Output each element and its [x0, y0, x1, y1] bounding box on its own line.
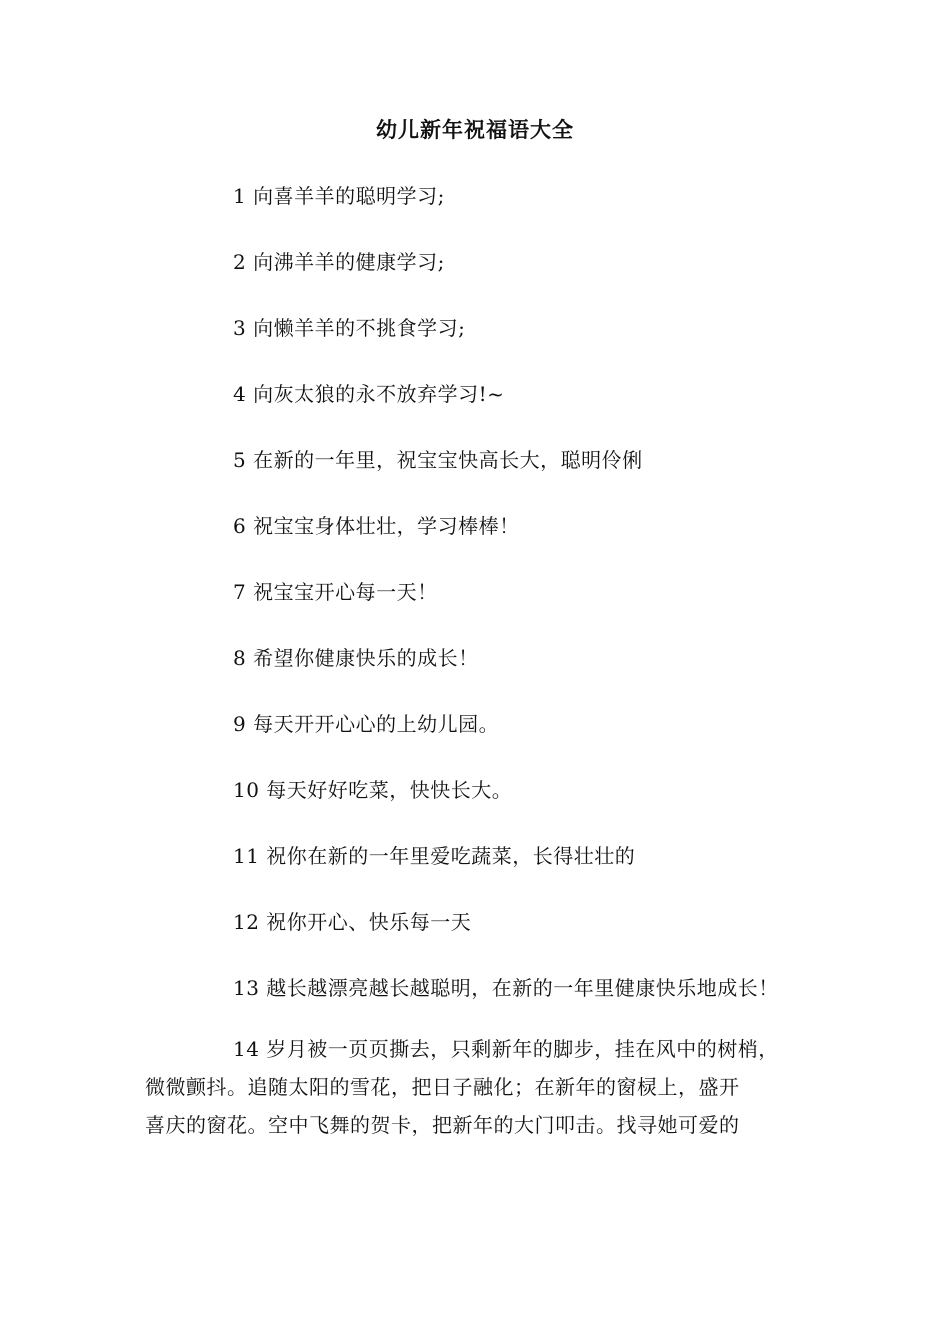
paragraph-line: 喜庆的窗花。空中飞舞的贺卡，把新年的大门叩击。找寻她可爱的 — [145, 1113, 740, 1137]
list-item: 5 在新的一年里，祝宝宝快高长大，聪明伶俐 — [233, 448, 643, 472]
document-title: 幼儿新年祝福语大全 — [376, 117, 574, 142]
list-item: 11 祝你在新的一年里爱吃蔬菜，长得壮壮的 — [233, 844, 636, 868]
list-item: 13 越长越漂亮越长越聪明，在新的一年里健康快乐地成长！ — [233, 976, 779, 1000]
list-item: 12 祝你开心、快乐每一天 — [233, 910, 472, 934]
list-item: 9 每天开开心心的上幼儿园。 — [233, 712, 500, 736]
list-item: 6 祝宝宝身体壮壮，学习棒棒！ — [233, 514, 520, 538]
paragraph-line: 14 岁月被一页页撕去，只剩新年的脚步，挂在风中的树梢， — [233, 1037, 779, 1061]
list-item: 2 向沸羊羊的健康学习; — [233, 250, 445, 274]
list-item: 3 向懒羊羊的不挑食学习; — [233, 316, 466, 340]
list-item: 7 祝宝宝开心每一天！ — [233, 580, 438, 604]
list-item: 10 每天好好吃菜，快快长大。 — [233, 778, 513, 802]
list-item: 8 希望你健康快乐的成长！ — [233, 646, 479, 670]
list-item: 1 向喜羊羊的聪明学习; — [233, 184, 445, 208]
paragraph-14 — [145, 1030, 825, 1144]
greetings-list — [233, 181, 833, 1039]
paragraph-line: 微微颤抖。追随太阳的雪花，把日子融化；在新年的窗棂上，盛开 — [145, 1075, 740, 1099]
list-item: 4 向灰太狼的永不放弃学习!~ — [233, 382, 505, 406]
